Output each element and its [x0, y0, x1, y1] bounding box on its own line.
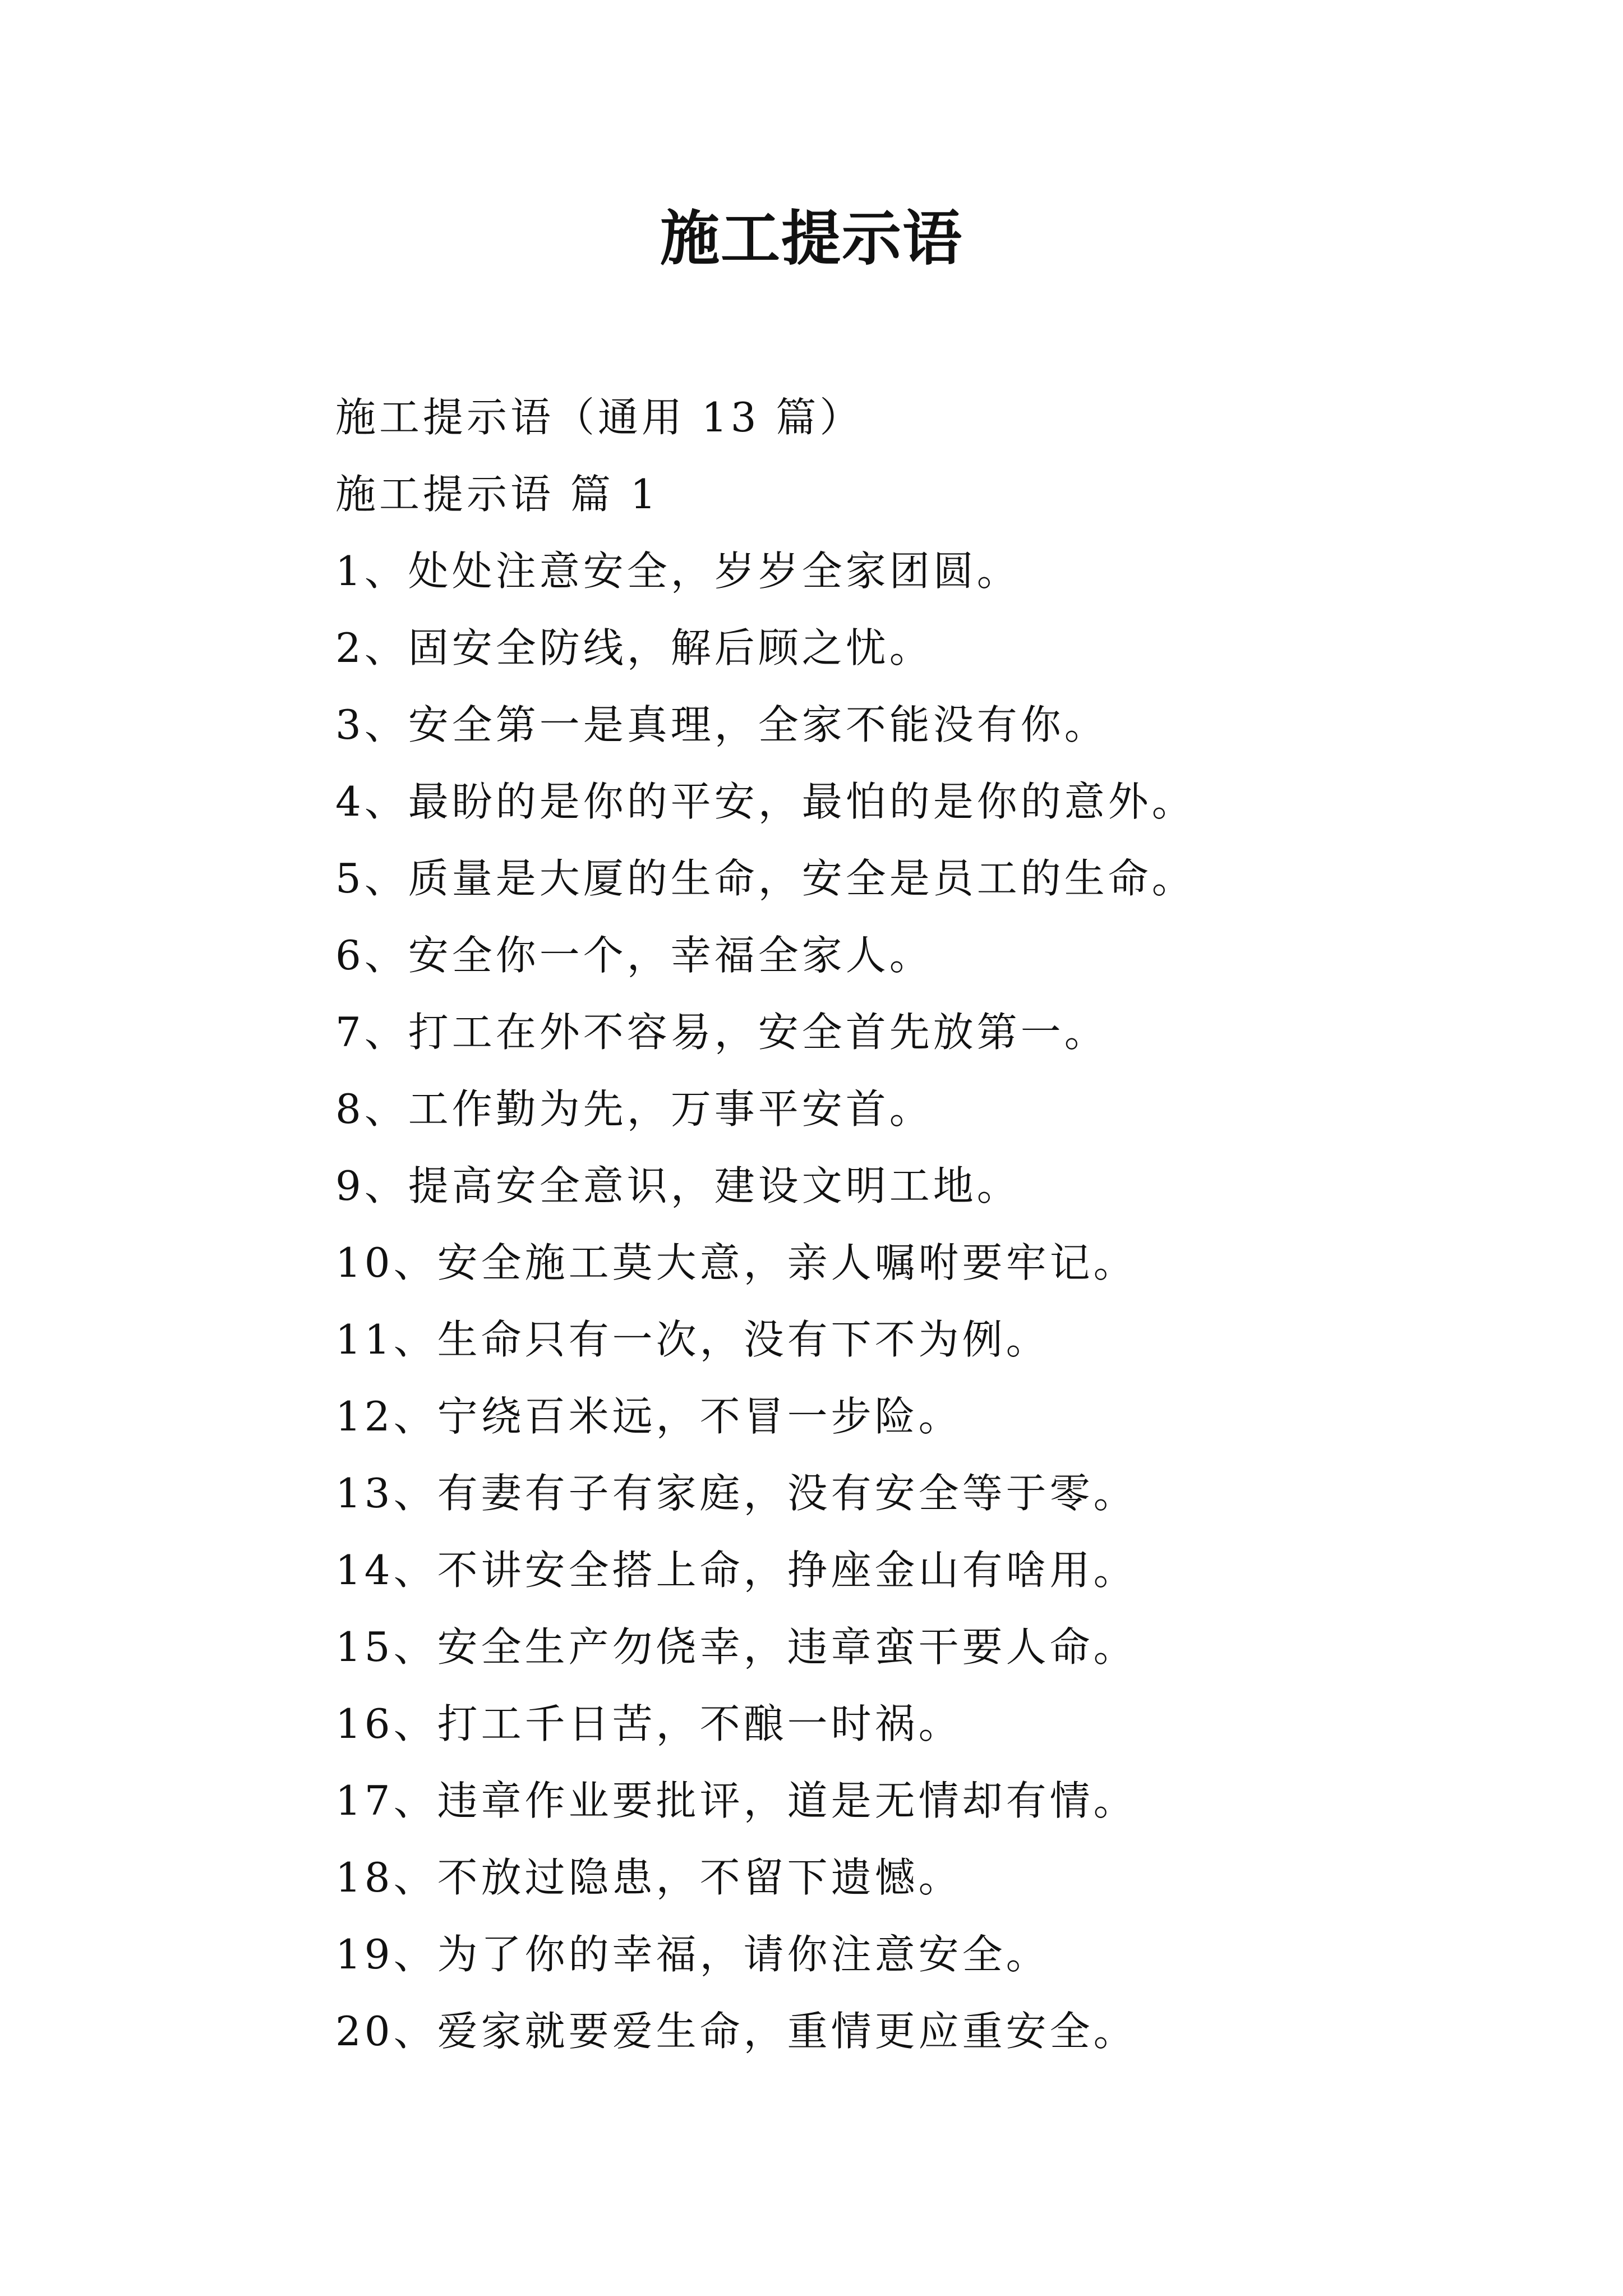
- list-item: 6、安全你一个，幸福全家人。: [335, 932, 933, 979]
- list-item: 7、打工在外不容易，安全首先放第一。: [335, 1009, 1108, 1056]
- list-item: 16、打工千日苦，不酿一时祸。: [335, 1700, 962, 1747]
- list-item: 3、安全第一是真理，全家不能没有你。: [335, 701, 1108, 748]
- document-body: [335, 379, 1569, 2070]
- list-item: 2、固安全防线，解后顾之忧。: [335, 624, 933, 671]
- intro-line: 施工提示语（通用 13 篇）: [335, 394, 864, 441]
- list-item: 18、不放过隐患，不留下遗憾。: [335, 1854, 962, 1901]
- list-item: 10、安全施工莫大意，亲人嘱咐要牢记。: [335, 1239, 1137, 1286]
- document-title: 施工提示语: [660, 203, 963, 273]
- list-item: 8、工作勤为先，万事平安首。: [335, 1085, 933, 1133]
- list-item: 14、不讲安全搭上命，挣座金山有啥用。: [335, 1547, 1137, 1594]
- list-item: 4、最盼的是你的平安，最怕的是你的意外。: [335, 778, 1196, 825]
- list-item: 20、爱家就要爱生命，重情更应重安全。: [335, 2008, 1137, 2055]
- list-item: 9、提高安全意识，建设文明工地。: [335, 1162, 1021, 1209]
- list-item: 17、违章作业要批评，道是无情却有情。: [335, 1777, 1137, 1824]
- list-item: 15、安全生产勿侥幸，违章蛮干要人命。: [335, 1623, 1137, 1671]
- list-item: 5、质量是大厦的生命，安全是员工的生命。: [335, 855, 1196, 902]
- list-item: 19、为了你的幸福，请你注意安全。: [335, 1931, 1050, 1978]
- list-item: 13、有妻有子有家庭，没有安全等于零。: [335, 1470, 1137, 1517]
- list-item: 11、生命只有一次，没有下不为例。: [335, 1316, 1050, 1363]
- list-item: 12、宁绕百米远，不冒一步险。: [335, 1393, 962, 1440]
- section-heading: 施工提示语 篇 1: [335, 471, 660, 518]
- list-item: 1、处处注意安全，岁岁全家团圆。: [335, 547, 1021, 595]
